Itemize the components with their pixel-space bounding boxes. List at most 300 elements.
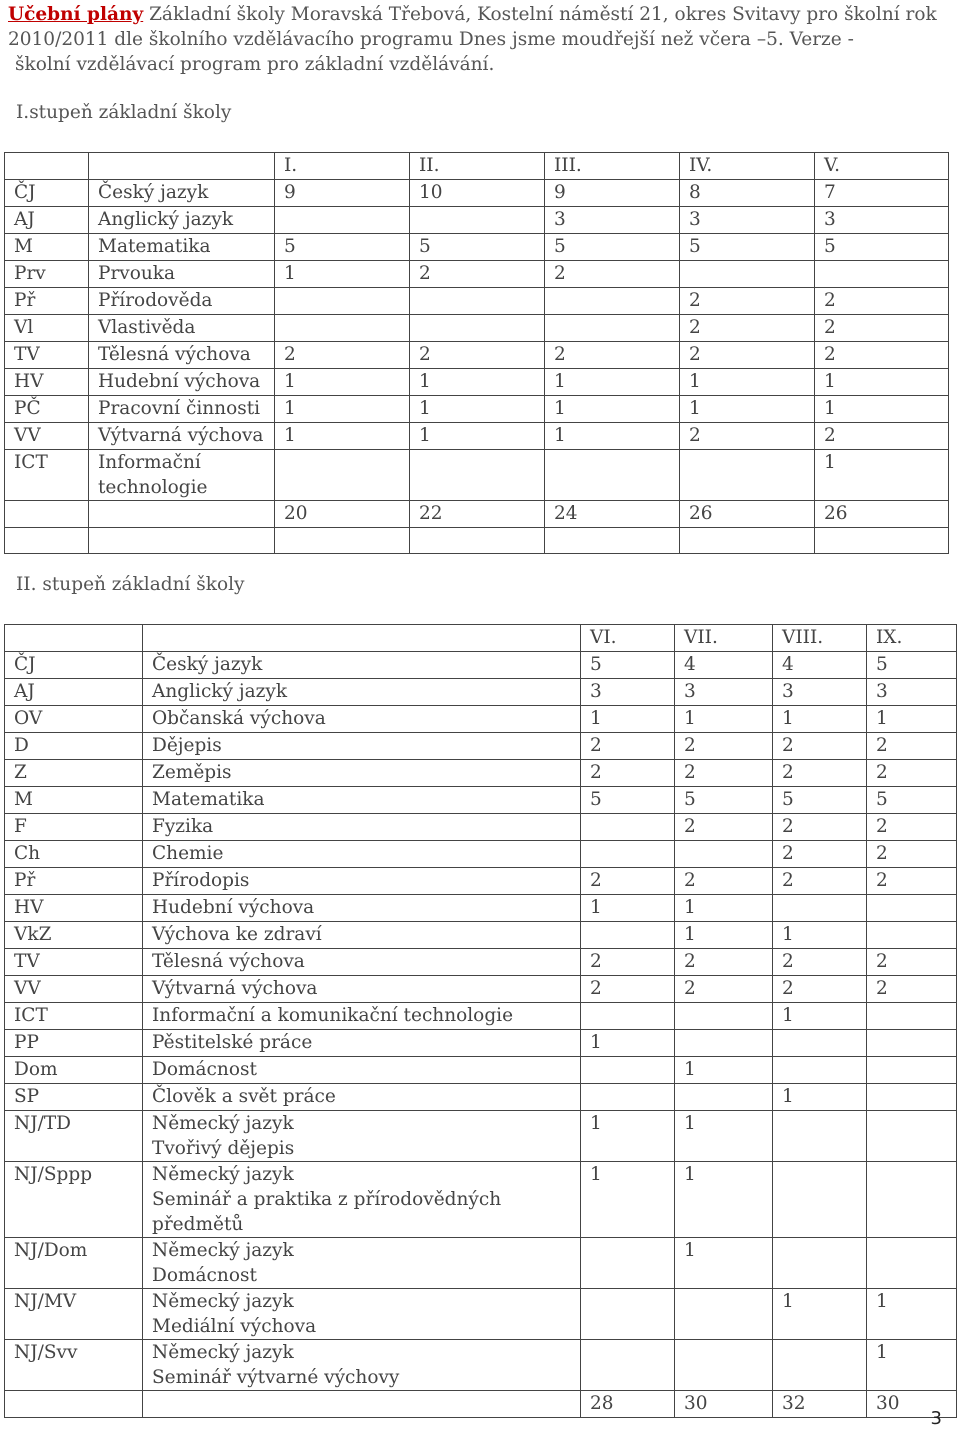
- hours-cell: [545, 450, 680, 501]
- hours-cell: 1: [275, 396, 410, 423]
- hours-cell: 2: [815, 342, 949, 369]
- hours-cell: 1: [680, 396, 815, 423]
- subject-name-line-2: Seminář a praktika z přírodovědných předmětů: [152, 1189, 502, 1235]
- hours-cell: 2: [773, 949, 867, 976]
- subject-abbr: NJ/Svv: [5, 1340, 143, 1391]
- hours-cell: 2: [581, 976, 675, 1003]
- hours-cell: 1: [675, 1238, 773, 1289]
- hours-cell: [545, 315, 680, 342]
- hours-cell: [675, 1340, 773, 1391]
- subject-name: Český jazyk: [143, 652, 581, 679]
- subject-name: Matematika: [143, 787, 581, 814]
- subject-abbr: VkZ: [5, 922, 143, 949]
- hours-cell: 1: [581, 1030, 675, 1057]
- table-row: [5, 652, 957, 679]
- hours-cell: [867, 1084, 957, 1111]
- hours-cell: [410, 288, 545, 315]
- hours-cell: 2: [773, 760, 867, 787]
- hours-cell: 2: [815, 288, 949, 315]
- hours-cell: 2: [581, 733, 675, 760]
- hours-cell: 1: [410, 423, 545, 450]
- hours-cell: 3: [815, 207, 949, 234]
- table-row: [5, 814, 957, 841]
- subject-name: Tělesná výchova: [143, 949, 581, 976]
- total-hours: 28: [581, 1391, 675, 1418]
- hours-cell: [675, 841, 773, 868]
- subject-abbr: Vl: [5, 315, 89, 342]
- hours-cell: [410, 315, 545, 342]
- subject-name: Výtvarná výchova: [143, 976, 581, 1003]
- totals-label-cell: [89, 501, 275, 528]
- hours-cell: [410, 207, 545, 234]
- hours-cell: 1: [773, 1003, 867, 1030]
- header-subject-cell: [143, 625, 581, 652]
- subject-abbr: PP: [5, 1030, 143, 1057]
- subject-name-line-1: Německý jazyk: [152, 1164, 294, 1185]
- subject-name: Matematika: [89, 234, 275, 261]
- hours-cell: 2: [675, 760, 773, 787]
- subject-abbr: M: [5, 787, 143, 814]
- grade-header: IX.: [867, 625, 957, 652]
- subject-name: Chemie: [143, 841, 581, 868]
- subject-abbr: D: [5, 733, 143, 760]
- subject-name: Hudební výchova: [143, 895, 581, 922]
- hours-cell: 2: [680, 288, 815, 315]
- hours-cell: 1: [581, 1111, 675, 1162]
- curriculum-link[interactable]: Učební plány: [8, 4, 144, 25]
- table-row: [5, 234, 949, 261]
- hours-cell: [275, 288, 410, 315]
- subject-abbr: ICT: [5, 450, 89, 501]
- hours-cell: 1: [675, 706, 773, 733]
- hours-cell: 2: [867, 868, 957, 895]
- header-row: [5, 625, 957, 652]
- hours-cell: 5: [773, 787, 867, 814]
- hours-cell: 2: [410, 342, 545, 369]
- hours-cell: 2: [675, 868, 773, 895]
- hours-cell: 1: [867, 706, 957, 733]
- hours-cell: 5: [581, 787, 675, 814]
- hours-cell: 2: [581, 949, 675, 976]
- hours-cell: [581, 814, 675, 841]
- hours-cell: [867, 1030, 957, 1057]
- grade-header: VI.: [581, 625, 675, 652]
- table-row: [5, 1111, 957, 1162]
- hours-cell: [581, 922, 675, 949]
- total-hours: 26: [815, 501, 949, 528]
- hours-cell: 1: [867, 1289, 957, 1340]
- hours-cell: 2: [675, 976, 773, 1003]
- subject-name: Výchova ke zdraví: [143, 922, 581, 949]
- subject-abbr: M: [5, 234, 89, 261]
- hours-cell: 1: [275, 369, 410, 396]
- hours-cell: 2: [545, 342, 680, 369]
- hours-cell: 2: [867, 733, 957, 760]
- totals-label-cell: [143, 1391, 581, 1418]
- empty-row: [5, 528, 949, 554]
- total-hours: 30: [867, 1391, 957, 1418]
- hours-cell: 2: [867, 814, 957, 841]
- hours-cell: 2: [815, 315, 949, 342]
- subject-name: Fyzika: [143, 814, 581, 841]
- hours-cell: [675, 1084, 773, 1111]
- subject-name: Občanská výchova: [143, 706, 581, 733]
- table-row: [5, 369, 949, 396]
- subject-name: [143, 1340, 581, 1391]
- subject-name: Člověk a svět práce: [143, 1084, 581, 1111]
- hours-cell: [675, 1003, 773, 1030]
- hours-cell: [867, 1162, 957, 1238]
- subject-abbr: Z: [5, 760, 143, 787]
- hours-cell: 2: [675, 814, 773, 841]
- subject-abbr: F: [5, 814, 143, 841]
- hours-cell: 5: [275, 234, 410, 261]
- hours-cell: 2: [675, 949, 773, 976]
- subject-name-line-2: Seminář výtvarné výchovy: [152, 1367, 400, 1388]
- hours-cell: 8: [680, 180, 815, 207]
- empty-cell: [89, 528, 275, 554]
- subject-abbr: AJ: [5, 207, 89, 234]
- hours-cell: 1: [581, 895, 675, 922]
- empty-cell: [680, 528, 815, 554]
- table-row: [5, 1162, 957, 1238]
- subject-abbr: ICT: [5, 1003, 143, 1030]
- hours-cell: [581, 841, 675, 868]
- hours-cell: 2: [545, 261, 680, 288]
- subject-name-line-1: Německý jazyk: [152, 1291, 294, 1312]
- hours-cell: [773, 1340, 867, 1391]
- table-row: [5, 315, 949, 342]
- subject-abbr: HV: [5, 369, 89, 396]
- intro-line-2: 2010/2011 dle školního vzdělávacího programu Dnes jsme moudřejší než včera –5. Verze -: [8, 29, 854, 50]
- hours-cell: [773, 1111, 867, 1162]
- hours-cell: [773, 1057, 867, 1084]
- hours-cell: 2: [773, 733, 867, 760]
- subject-abbr: Př: [5, 868, 143, 895]
- subject-name: Výtvarná výchova: [89, 423, 275, 450]
- hours-cell: [867, 1057, 957, 1084]
- subject-abbr: AJ: [5, 679, 143, 706]
- hours-cell: [773, 895, 867, 922]
- subject-name: Anglický jazyk: [89, 207, 275, 234]
- hours-cell: 1: [545, 423, 680, 450]
- primary-heading: I.stupeň základní školy: [16, 102, 232, 123]
- hours-cell: 3: [773, 679, 867, 706]
- hours-cell: 1: [581, 1162, 675, 1238]
- hours-cell: [815, 261, 949, 288]
- table-row: [5, 787, 957, 814]
- hours-cell: 1: [815, 369, 949, 396]
- hours-cell: [581, 1289, 675, 1340]
- empty-cell: [545, 528, 680, 554]
- hours-cell: [410, 450, 545, 501]
- hours-cell: [867, 1111, 957, 1162]
- hours-cell: 5: [867, 652, 957, 679]
- header-abbr-cell: [5, 625, 143, 652]
- subject-abbr: Dom: [5, 1057, 143, 1084]
- subject-abbr: SP: [5, 1084, 143, 1111]
- empty-cell: [815, 528, 949, 554]
- hours-cell: [581, 1238, 675, 1289]
- table-row: [5, 180, 949, 207]
- subject-name: Domácnost: [143, 1057, 581, 1084]
- subject-abbr: NJ/MV: [5, 1289, 143, 1340]
- table-row: [5, 706, 957, 733]
- hours-cell: 1: [680, 369, 815, 396]
- subject-name: Dějepis: [143, 733, 581, 760]
- hours-cell: [581, 1057, 675, 1084]
- total-hours: 22: [410, 501, 545, 528]
- subject-abbr: Prv: [5, 261, 89, 288]
- grade-header: I.: [275, 153, 410, 180]
- hours-cell: 1: [675, 1162, 773, 1238]
- table-row: [5, 1289, 957, 1340]
- table-row: [5, 949, 957, 976]
- empty-cell: [410, 528, 545, 554]
- hours-cell: 9: [275, 180, 410, 207]
- subject-abbr: VV: [5, 976, 143, 1003]
- header-subject-cell: [89, 153, 275, 180]
- table-row: [5, 922, 957, 949]
- total-hours: 20: [275, 501, 410, 528]
- subject-name-line-1: Německý jazyk: [152, 1240, 294, 1261]
- hours-cell: 2: [581, 868, 675, 895]
- hours-cell: 5: [581, 652, 675, 679]
- subject-abbr: TV: [5, 949, 143, 976]
- table-row: [5, 1030, 957, 1057]
- hours-cell: [275, 315, 410, 342]
- hours-cell: [867, 1003, 957, 1030]
- hours-cell: 1: [410, 369, 545, 396]
- subject-name: [143, 1289, 581, 1340]
- hours-cell: 1: [675, 895, 773, 922]
- grade-header: VIII.: [773, 625, 867, 652]
- total-hours: 24: [545, 501, 680, 528]
- hours-cell: 1: [581, 706, 675, 733]
- hours-cell: 1: [773, 1084, 867, 1111]
- primary-curriculum-table: [4, 152, 949, 554]
- subject-name: Přírodověda: [89, 288, 275, 315]
- grade-header: II.: [410, 153, 545, 180]
- hours-cell: 3: [675, 679, 773, 706]
- subject-name: Pracovní činnosti: [89, 396, 275, 423]
- hours-cell: 1: [675, 1111, 773, 1162]
- hours-cell: [675, 1289, 773, 1340]
- subject-name: [143, 1111, 581, 1162]
- hours-cell: 5: [410, 234, 545, 261]
- hours-cell: [275, 207, 410, 234]
- subject-name: Pěstitelské práce: [143, 1030, 581, 1057]
- hours-cell: 2: [581, 760, 675, 787]
- subject-name: [143, 1238, 581, 1289]
- totals-abbr-cell: [5, 501, 89, 528]
- subject-name: Informační a komunikační technologie: [143, 1003, 581, 1030]
- empty-cell: [5, 528, 89, 554]
- hours-cell: 2: [773, 814, 867, 841]
- empty-cell: [275, 528, 410, 554]
- hours-cell: 3: [545, 207, 680, 234]
- hours-cell: [773, 1030, 867, 1057]
- hours-cell: 2: [867, 841, 957, 868]
- totals-abbr-cell: [5, 1391, 143, 1418]
- subject-name-line-1: Německý jazyk: [152, 1342, 294, 1363]
- table-row: [5, 679, 957, 706]
- hours-cell: [581, 1340, 675, 1391]
- page-number: 3: [930, 1408, 942, 1429]
- subject-abbr: Ch: [5, 841, 143, 868]
- subject-abbr: NJ/TD: [5, 1111, 143, 1162]
- intro-line-3: školní vzdělávací program pro základní vzdělávání.: [15, 54, 495, 75]
- table-row: [5, 868, 957, 895]
- hours-cell: [675, 1030, 773, 1057]
- hours-cell: 3: [867, 679, 957, 706]
- grade-header: III.: [545, 153, 680, 180]
- intro-line-1: [8, 2, 948, 27]
- hours-cell: [581, 1084, 675, 1111]
- subject-abbr: ČJ: [5, 180, 89, 207]
- table-row: [5, 288, 949, 315]
- grade-header: V.: [815, 153, 949, 180]
- hours-cell: 2: [675, 733, 773, 760]
- grade-header: VII.: [675, 625, 773, 652]
- table-row: [5, 895, 957, 922]
- intro-paragraph: [8, 2, 948, 77]
- hours-cell: 1: [410, 396, 545, 423]
- header-abbr-cell: [5, 153, 89, 180]
- hours-cell: 5: [867, 787, 957, 814]
- hours-cell: [545, 288, 680, 315]
- subject-name: Tělesná výchova: [89, 342, 275, 369]
- hours-cell: [680, 261, 815, 288]
- table-row: [5, 207, 949, 234]
- table-row: [5, 261, 949, 288]
- hours-cell: 1: [867, 1340, 957, 1391]
- hours-cell: 10: [410, 180, 545, 207]
- hours-cell: 2: [410, 261, 545, 288]
- hours-cell: 5: [680, 234, 815, 261]
- table-row: [5, 976, 957, 1003]
- hours-cell: 1: [545, 369, 680, 396]
- secondary-curriculum-table: [4, 624, 957, 1418]
- total-hours: 32: [773, 1391, 867, 1418]
- hours-cell: [867, 1238, 957, 1289]
- hours-cell: 1: [815, 396, 949, 423]
- totals-row: [5, 501, 949, 528]
- table-row: [5, 760, 957, 787]
- subject-name-line-1: Německý jazyk: [152, 1113, 294, 1134]
- subject-name: Hudební výchova: [89, 369, 275, 396]
- subject-name: Informační technologie: [89, 450, 275, 501]
- subject-name: Přírodopis: [143, 868, 581, 895]
- subject-abbr: HV: [5, 895, 143, 922]
- header-row: [5, 153, 949, 180]
- hours-cell: 3: [581, 679, 675, 706]
- table-row: [5, 1340, 957, 1391]
- subject-name: Český jazyk: [89, 180, 275, 207]
- hours-cell: [275, 450, 410, 501]
- hours-cell: 2: [680, 423, 815, 450]
- table-row: [5, 1003, 957, 1030]
- hours-cell: 2: [867, 949, 957, 976]
- hours-cell: 2: [680, 342, 815, 369]
- hours-cell: 4: [675, 652, 773, 679]
- hours-cell: 1: [675, 922, 773, 949]
- total-hours: 26: [680, 501, 815, 528]
- subject-name-line-2: Tvořivý dějepis: [152, 1138, 295, 1159]
- subject-name-line-2: Domácnost: [152, 1265, 257, 1286]
- hours-cell: 2: [773, 976, 867, 1003]
- subject-abbr: Př: [5, 288, 89, 315]
- table-row: [5, 1238, 957, 1289]
- table-row: [5, 1084, 957, 1111]
- hours-cell: 1: [773, 706, 867, 733]
- subject-abbr: ČJ: [5, 652, 143, 679]
- hours-cell: 3: [680, 207, 815, 234]
- table-row: [5, 396, 949, 423]
- subject-abbr: TV: [5, 342, 89, 369]
- hours-cell: 2: [815, 423, 949, 450]
- hours-cell: 5: [815, 234, 949, 261]
- hours-cell: 1: [675, 1057, 773, 1084]
- subject-abbr: PČ: [5, 396, 89, 423]
- hours-cell: 5: [675, 787, 773, 814]
- intro-text-1: Základní školy Moravská Třebová, Kostelní náměstí 21, okres Svitavy pro školní rok: [143, 4, 937, 25]
- subject-abbr: NJ/Dom: [5, 1238, 143, 1289]
- hours-cell: 2: [867, 760, 957, 787]
- grade-header: IV.: [680, 153, 815, 180]
- hours-cell: 4: [773, 652, 867, 679]
- table-row: [5, 342, 949, 369]
- table-row: [5, 1057, 957, 1084]
- hours-cell: [773, 1162, 867, 1238]
- hours-cell: [867, 895, 957, 922]
- hours-cell: 2: [275, 342, 410, 369]
- subject-name: Prvouka: [89, 261, 275, 288]
- subject-name: [143, 1162, 581, 1238]
- hours-cell: 7: [815, 180, 949, 207]
- hours-cell: 1: [275, 261, 410, 288]
- table-row: [5, 450, 949, 501]
- hours-cell: 1: [545, 396, 680, 423]
- totals-row: [5, 1391, 957, 1418]
- hours-cell: 2: [867, 976, 957, 1003]
- subject-name: Vlastivěda: [89, 315, 275, 342]
- hours-cell: 1: [773, 1289, 867, 1340]
- hours-cell: [680, 450, 815, 501]
- hours-cell: 2: [773, 868, 867, 895]
- hours-cell: 1: [275, 423, 410, 450]
- table-row: [5, 423, 949, 450]
- subject-abbr: OV: [5, 706, 143, 733]
- table-row: [5, 841, 957, 868]
- hours-cell: 9: [545, 180, 680, 207]
- secondary-heading: II. stupeň základní školy: [16, 574, 245, 595]
- hours-cell: 1: [815, 450, 949, 501]
- subject-abbr: NJ/Sppp: [5, 1162, 143, 1238]
- subject-name-line-2: Mediální výchova: [152, 1316, 317, 1337]
- hours-cell: 2: [680, 315, 815, 342]
- subject-name: Zeměpis: [143, 760, 581, 787]
- hours-cell: [773, 1238, 867, 1289]
- hours-cell: 1: [773, 922, 867, 949]
- table-row: [5, 733, 957, 760]
- hours-cell: 2: [773, 841, 867, 868]
- hours-cell: [581, 1003, 675, 1030]
- subject-abbr: VV: [5, 423, 89, 450]
- subject-name: Anglický jazyk: [143, 679, 581, 706]
- hours-cell: [867, 922, 957, 949]
- hours-cell: 5: [545, 234, 680, 261]
